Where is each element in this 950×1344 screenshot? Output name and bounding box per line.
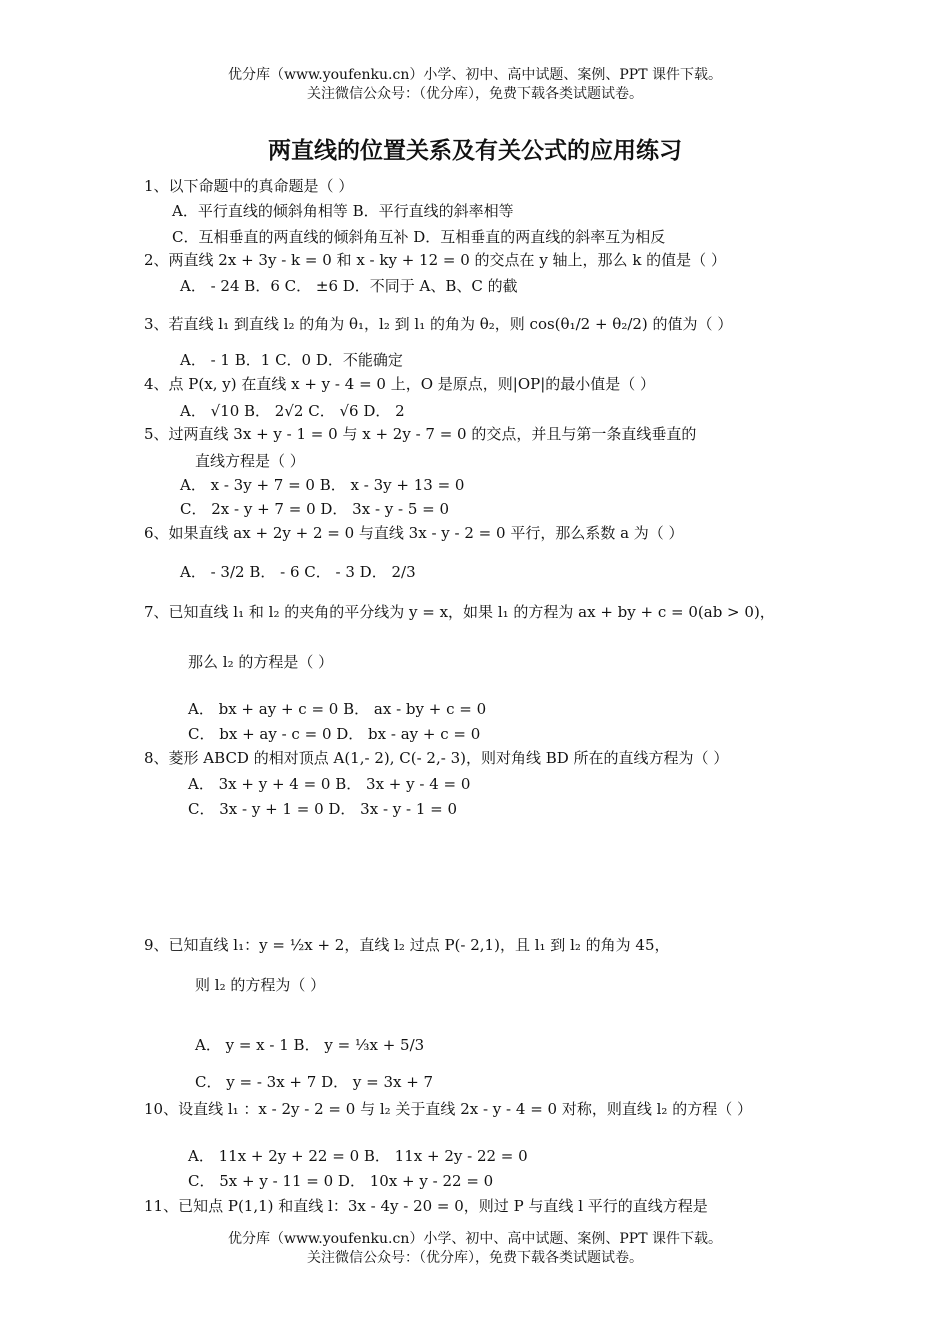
q5-options-cd: C． 2x - y + 7 = 0 D． 3x - y - 5 = 0 xyxy=(180,500,450,518)
q8-stem: 8、菱形 ABCD 的相对顶点 A(1,- 2), C(- 2,- 3)，则对角线 BD 所在的直线方程为（ ） xyxy=(144,749,729,767)
q4-stem: 4、点 P(x, y) 在直线 x + y - 4 = 0 上，O 是原点，则|OP|的最小值是（ ） xyxy=(144,375,656,393)
q2-stem: 2、两直线 2x + 3y - k = 0 和 x - ky + 12 = 0 的交点在 y 轴上，那么 k 的值是（ ） xyxy=(144,251,726,269)
q3-stem: 3、若直线 l₁ 到直线 l₂ 的角为 θ₁，l₂ 到 l₁ 的角为 θ₂，则 cos(θ₁/2 + θ₂/2) 的值为（ ） xyxy=(144,315,733,333)
footer-line-1: 优分库（www.youfenku.cn）小学、初中、高中试题、案例、PPT 课件下载。 xyxy=(227,1231,722,1247)
q5-stem: 5、过两直线 3x + y - 1 = 0 与 x + 2y - 7 = 0 的交点，并且与第一条直线垂直的 xyxy=(144,425,697,443)
q7-options-ab: A． bx + ay + c = 0 B． ax - by + c = 0 xyxy=(188,700,487,718)
q2-options: A． - 24 B．6 C． ±6 D．不同于 A、B、C 的截 xyxy=(180,277,518,295)
q9-stem: 9、已知直线 l₁：y = ½x + 2，直线 l₂ 过点 P(- 2,1)，且 l₁ 到 l₂ 的角为 45， xyxy=(144,936,670,954)
q5-options-ab: A． x - 3y + 7 = 0 B． x - 3y + 13 = 0 xyxy=(180,476,465,494)
q1-stem: 1、以下命题中的真命题是（ ） xyxy=(144,177,354,195)
q9-options-ab: A． y = x - 1 B． y = ⅓x + 5/3 xyxy=(195,1036,425,1054)
q7-stem: 7、已知直线 l₁ 和 l₂ 的夹角的平分线为 y = x，如果 l₁ 的方程为 ax + by + c = 0(ab > 0)， xyxy=(144,603,775,621)
header-line-2: 关注微信公众号：（优分库），免费下载各类试题试卷。 xyxy=(307,86,643,102)
q9-stem-cont: 则 l₂ 的方程为（ ） xyxy=(195,976,326,994)
q3-options: A． - 1 B．1 C．0 D．不能确定 xyxy=(180,351,403,369)
q11-stem: 11、已知点 P(1,1) 和直线 l：3x - 4y - 20 = 0，则过 P 与直线 l 平行的直线方程是 xyxy=(144,1197,708,1215)
footer-line-2: 关注微信公众号：（优分库），免费下载各类试题试卷。 xyxy=(307,1250,643,1266)
q1-options-cd: C．互相垂直的两直线的倾斜角互补 D．互相垂直的两直线的斜率互为相反 xyxy=(172,228,666,246)
q6-stem: 6、如果直线 ax + 2y + 2 = 0 与直线 3x - y - 2 = 0 平行，那么系数 a 为（ ） xyxy=(144,524,684,542)
q8-options-ab: A． 3x + y + 4 = 0 B． 3x + y - 4 = 0 xyxy=(188,775,471,793)
q9-options-cd: C． y = - 3x + 7 D． y = 3x + 7 xyxy=(195,1073,434,1091)
header-line-1: 优分库（www.youfenku.cn）小学、初中、高中试题、案例、PPT 课件下载。 xyxy=(227,67,722,83)
q4-options: A． √10 B． 2√2 C． √6 D． 2 xyxy=(180,402,405,420)
q7-stem-cont: 那么 l₂ 的方程是（ ） xyxy=(188,653,334,671)
q5-stem-cont: 直线方程是（ ） xyxy=(195,452,305,470)
q10-options-ab: A． 11x + 2y + 22 = 0 B． 11x + 2y - 22 = 0 xyxy=(188,1147,528,1165)
q6-options: A． - 3/2 B． - 6 C． - 3 D． 2/3 xyxy=(180,563,416,581)
q10-stem: 10、设直线 l₁ ：x - 2y - 2 = 0 与 l₂ 关于直线 2x - y - 4 = 0 对称，则直线 l₂ 的方程（ ） xyxy=(144,1100,752,1118)
q1-options-ab: A．平行直线的倾斜角相等 B．平行直线的斜率相等 xyxy=(172,202,514,220)
q7-options-cd: C． bx + ay - c = 0 D． bx - ay + c = 0 xyxy=(188,725,481,743)
q10-options-cd: C． 5x + y - 11 = 0 D． 10x + y - 22 = 0 xyxy=(188,1172,494,1190)
page-title: 两直线的位置关系及有关公式的应用练习 xyxy=(268,138,682,164)
q8-options-cd: C． 3x - y + 1 = 0 D． 3x - y - 1 = 0 xyxy=(188,800,458,818)
